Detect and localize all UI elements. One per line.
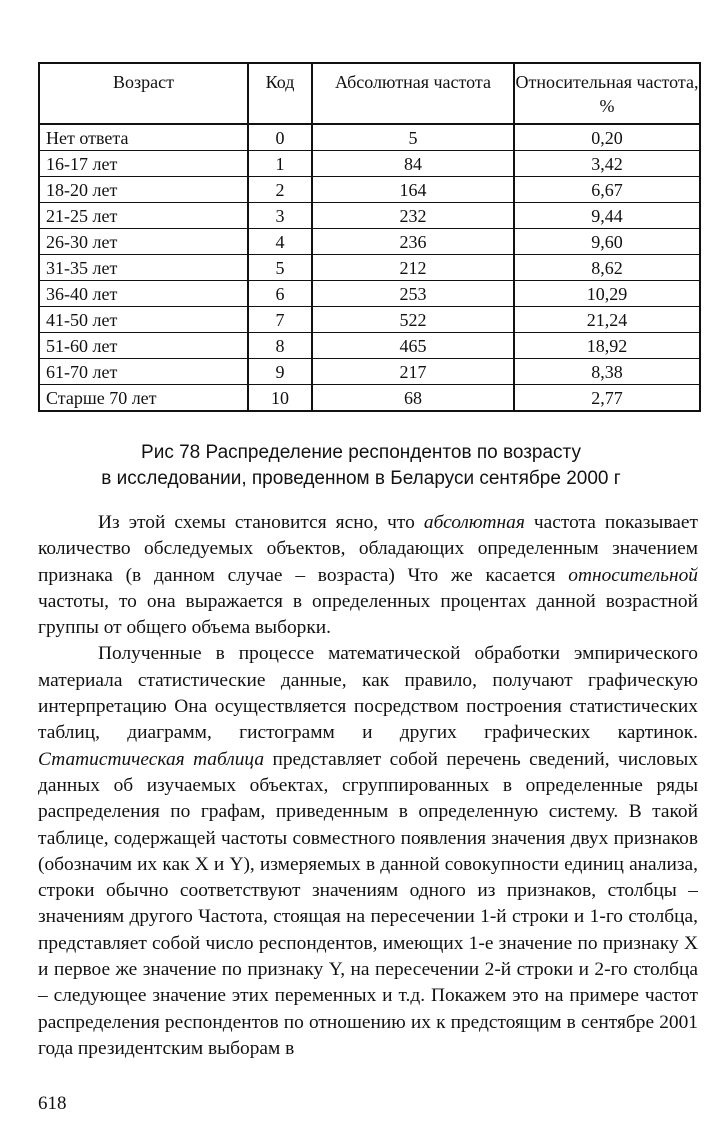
cell-age: 21-25 лет [39,203,248,229]
cell-relative-frequency: 2,77 [514,385,700,412]
cell-age: 41-50 лет [39,307,248,333]
table-header-row [39,63,700,124]
cell-code: 9 [248,359,312,385]
cell-age: 36-40 лет [39,281,248,307]
cell-age: 26-30 лет [39,229,248,255]
cell-absolute-frequency: 5 [312,124,514,151]
cell-relative-frequency: 3,42 [514,151,700,177]
cell-age: 61-70 лет [39,359,248,385]
table-row [39,124,700,151]
cell-absolute-frequency: 236 [312,229,514,255]
cell-age: 18-20 лет [39,177,248,203]
cell-absolute-frequency: 465 [312,333,514,359]
caption-line-2: в исследовании, проведенном в Беларуси сентябре 2000 г [101,468,621,489]
table-row [39,177,700,203]
paragraph-2 [38,641,698,1062]
cell-code: 3 [248,203,312,229]
table-row [39,333,700,359]
term-absolute: абсолютная [423,512,525,533]
cell-absolute-frequency: 164 [312,177,514,203]
paragraph-1-text: Из этой схемы становится ясно, что [98,512,424,533]
caption-line-1: Рис 78 Распределение респондентов по возрасту [141,442,581,463]
cell-relative-frequency: 6,67 [514,177,700,203]
table-row [39,229,700,255]
cell-code: 2 [248,177,312,203]
age-distribution-table [38,62,701,412]
table-row [39,203,700,229]
table-row [39,281,700,307]
cell-absolute-frequency: 84 [312,151,514,177]
cell-absolute-frequency: 232 [312,203,514,229]
term-statistical-table: Статистическая таблица [38,748,265,770]
cell-code: 4 [248,229,312,255]
cell-code: 8 [248,333,312,359]
cell-relative-frequency: 8,62 [514,255,700,281]
figure-caption [0,440,722,492]
page-number: 618 [38,1093,67,1114]
cell-relative-frequency: 21,24 [514,307,700,333]
table-row [39,307,700,333]
paragraph-1 [38,510,698,641]
table-row [39,255,700,281]
cell-absolute-frequency: 522 [312,307,514,333]
body-text [38,510,698,1062]
cell-relative-frequency: 10,29 [514,281,700,307]
paragraph-2-text: представляет собой перечень сведений, числовых данных об изучаемых объектах, сгруппированных в определенные ряды распределения по графам, приведенным в определенную систему. В такой таблице, содержащей частоты совместного появления значения двух признаков (обозначим их как X и Y), измеряемых в данной совокупности единиц анализа, строки обычно соответствуют значениям одного из признаков, столбцы – значениям другого Частота, стоящая на пересечении 1-й строки и 1-го столбца, представляет собой число респондентов, имеющих 1-е значение по признаку X и первое же значение по признаку Y, на пересечении 2-й строки и 2-го столбца – следующее значение этих переменных и т.д. Покажем это на примере частот распределения респондентов по отношению их к предстоящим в сентябре 2001 года президентским выборам в [38,748,698,1059]
cell-absolute-frequency: 212 [312,255,514,281]
table-row [39,151,700,177]
cell-code: 10 [248,385,312,412]
table-row [39,359,700,385]
cell-relative-frequency: 9,60 [514,229,700,255]
paragraph-1-text: частоты, то она выражается в определенных процентах данной возрастной группы от общего объема выборки. [38,590,698,639]
cell-relative-frequency: 0,20 [514,124,700,151]
cell-age: 16-17 лет [39,151,248,177]
cell-absolute-frequency: 217 [312,359,514,385]
header-absolute-frequency: Абсолютная частота [312,63,514,124]
cell-code: 0 [248,124,312,151]
header-age: Возраст [39,63,248,124]
cell-code: 5 [248,255,312,281]
paragraph-2-text: Полученные в процессе математической обработки эмпирического материала статистические данные, как правило, получают графическую интерпретацию Она осуществляется посредством построения статистических таблиц, диаграмм, гистограмм и других графических картинок. [38,643,698,744]
cell-code: 7 [248,307,312,333]
cell-relative-frequency: 8,38 [514,359,700,385]
cell-age: Нет ответа [39,124,248,151]
cell-relative-frequency: 18,92 [514,333,700,359]
cell-age: Старше 70 лет [39,385,248,412]
cell-age: 31-35 лет [39,255,248,281]
paragraph-1-text: частота показывает количество обследуемых объектов, обладающих определенным значением признака (в данном случае – возраста) Что же касается [38,512,698,586]
cell-relative-frequency: 9,44 [514,203,700,229]
cell-absolute-frequency: 68 [312,385,514,412]
cell-code: 6 [248,281,312,307]
term-relative: относительной [568,564,698,586]
table-row [39,385,700,412]
cell-age: 51-60 лет [39,333,248,359]
header-code: Код [248,63,312,124]
header-relative-frequency: Относительная частота, % [514,63,700,124]
cell-absolute-frequency: 253 [312,281,514,307]
cell-code: 1 [248,151,312,177]
